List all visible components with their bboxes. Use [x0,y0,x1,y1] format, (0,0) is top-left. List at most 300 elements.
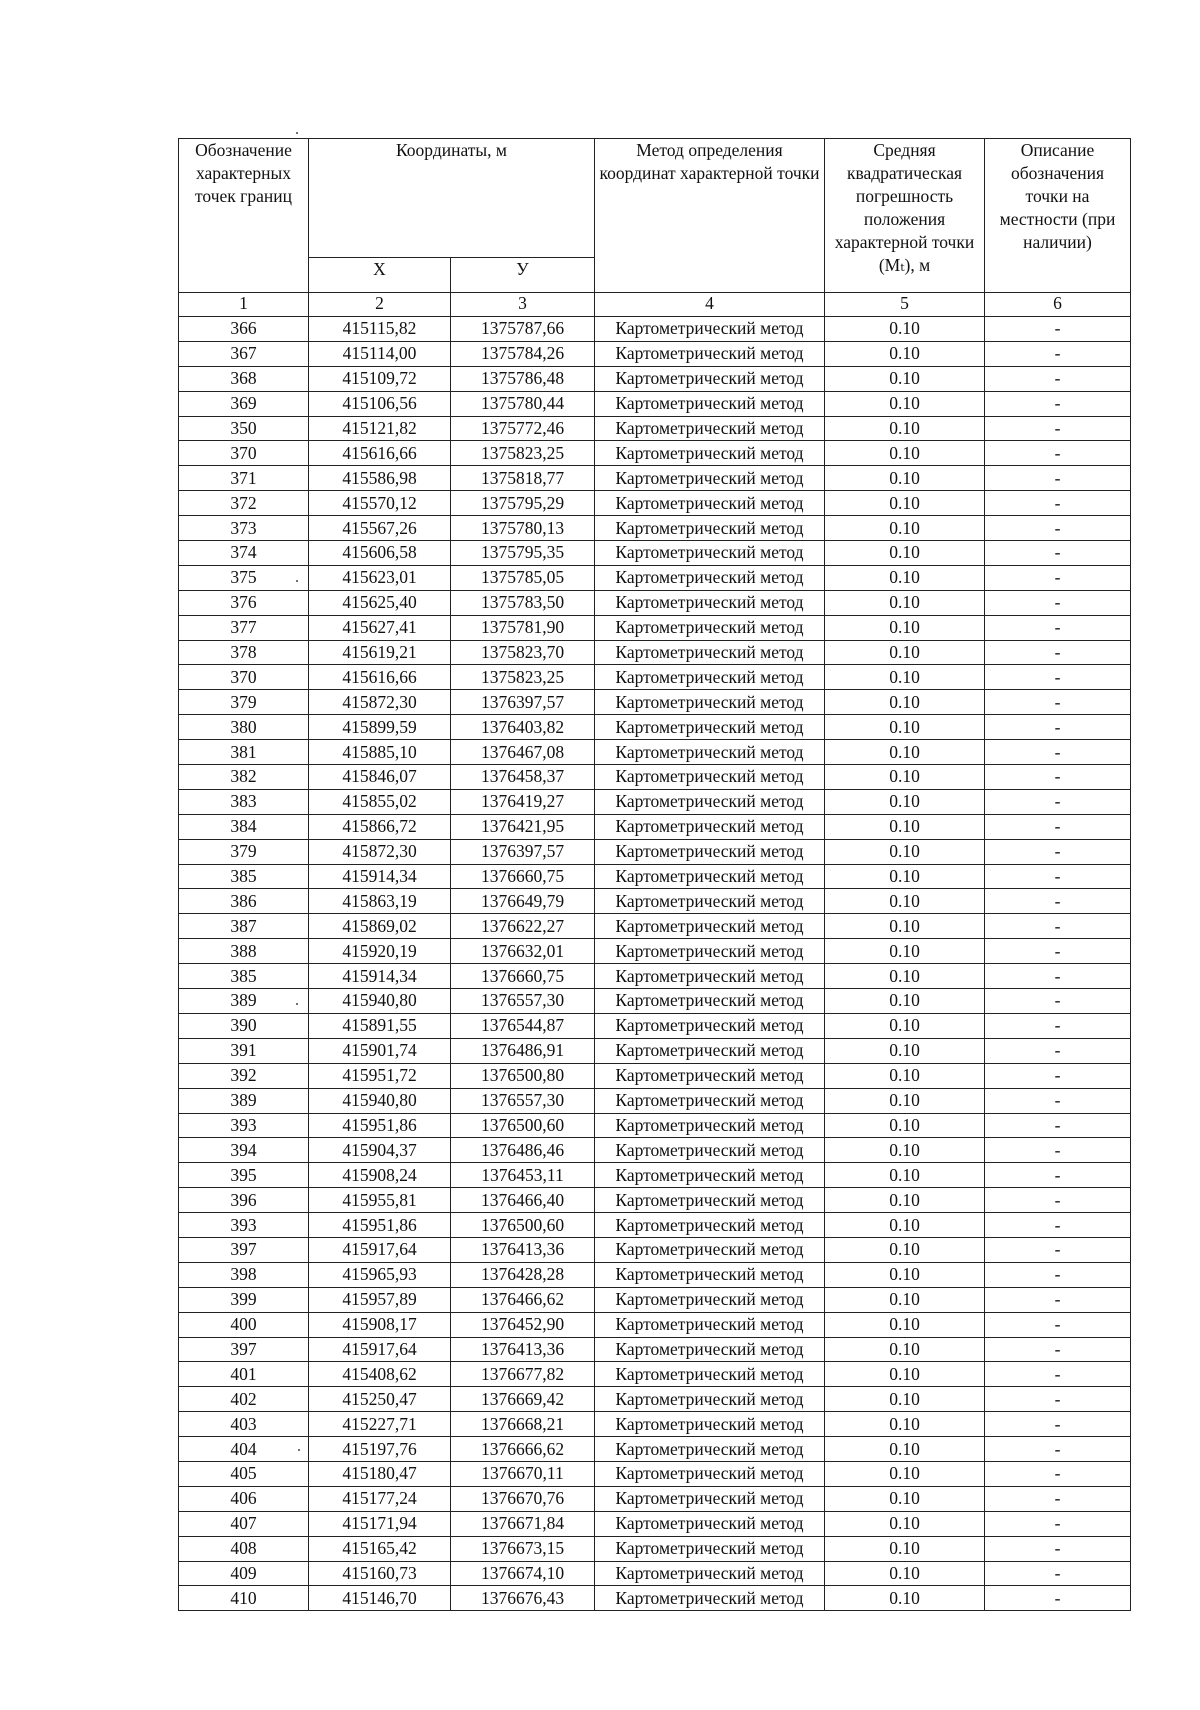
method-cell: Картометрический метод [595,590,825,615]
y-coordinate-cell: 1376557,30 [451,989,595,1014]
point-number-cell: 410 [179,1586,309,1611]
x-coordinate-cell: 415197,76 [309,1437,451,1462]
y-coordinate-cell: 1376500,80 [451,1063,595,1088]
mean-error-cell: 0.10 [825,1486,985,1511]
y-coordinate-cell: 1376649,79 [451,889,595,914]
y-coordinate-cell: 1376466,62 [451,1287,595,1312]
method-cell: Картометрический метод [595,1337,825,1362]
y-coordinate-cell: 1375823,25 [451,441,595,466]
mean-error-cell: 0.10 [825,590,985,615]
table-row [179,690,1131,715]
description-cell: - [985,914,1131,939]
description-cell: - [985,1561,1131,1586]
description-cell: - [985,1237,1131,1262]
method-cell: Картометрический метод [595,1038,825,1063]
y-coordinate-cell: 1376674,10 [451,1561,595,1586]
mean-error-cell: 0.10 [825,715,985,740]
header-point-designation: Обозначение характерных точек границ [179,139,309,293]
method-cell: Картометрический метод [595,989,825,1014]
point-number-cell: 367 [179,341,309,366]
table-row [179,1561,1131,1586]
method-cell: Картометрический метод [595,1138,825,1163]
mean-error-cell: 0.10 [825,1461,985,1486]
description-cell: - [985,317,1131,342]
table-row [179,1312,1131,1337]
x-coordinate-cell: 415165,42 [309,1536,451,1561]
x-coordinate-cell: 415114,00 [309,341,451,366]
x-coordinate-cell: 415955,81 [309,1188,451,1213]
point-number-cell: 398 [179,1262,309,1287]
y-coordinate-cell: 1376673,15 [451,1536,595,1561]
method-cell: Картометрический метод [595,690,825,715]
table-row [179,341,1131,366]
y-coordinate-cell: 1376413,36 [451,1337,595,1362]
method-cell: Картометрический метод [595,839,825,864]
point-number-cell: 392 [179,1063,309,1088]
y-coordinate-cell: 1375795,35 [451,541,595,566]
header-mean-error: Средняя квадратическая погрешность положения характерной точки (Mₜ), м [825,139,985,293]
y-coordinate-cell: 1375823,25 [451,665,595,690]
method-cell: Картометрический метод [595,914,825,939]
mean-error-cell: 0.10 [825,1536,985,1561]
mean-error-cell: 0.10 [825,889,985,914]
method-cell: Картометрический метод [595,1063,825,1088]
point-number-cell: 401 [179,1362,309,1387]
y-coordinate-cell: 1375772,46 [451,416,595,441]
point-number-cell: 400 [179,1312,309,1337]
x-coordinate-cell: 415869,02 [309,914,451,939]
table-row [179,814,1131,839]
scan-speck [296,1003,298,1005]
x-coordinate-cell: 415951,72 [309,1063,451,1088]
description-cell: - [985,864,1131,889]
point-number-cell: 379 [179,839,309,864]
table-row [179,715,1131,740]
description-cell: - [985,889,1131,914]
table-row [179,1262,1131,1287]
description-cell: - [985,765,1131,790]
table-row [179,1013,1131,1038]
point-number-cell: 382 [179,765,309,790]
point-number-cell: 379 [179,690,309,715]
table-row [179,640,1131,665]
description-cell: - [985,541,1131,566]
mean-error-cell: 0.10 [825,1138,985,1163]
mean-error-cell: 0.10 [825,1287,985,1312]
x-coordinate-cell: 415623,01 [309,565,451,590]
y-coordinate-cell: 1375780,13 [451,516,595,541]
mean-error-cell: 0.10 [825,964,985,989]
mean-error-cell: 0.10 [825,1013,985,1038]
table-row [179,1287,1131,1312]
x-coordinate-cell: 415619,21 [309,640,451,665]
x-coordinate-cell: 415586,98 [309,466,451,491]
table-row [179,989,1131,1014]
table-row [179,740,1131,765]
y-coordinate-cell: 1375785,05 [451,565,595,590]
y-coordinate-cell: 1376428,28 [451,1262,595,1287]
y-coordinate-cell: 1375795,29 [451,491,595,516]
x-coordinate-cell: 415855,02 [309,789,451,814]
table-row [179,1138,1131,1163]
mean-error-cell: 0.10 [825,740,985,765]
point-number-cell: 372 [179,491,309,516]
mean-error-cell: 0.10 [825,1312,985,1337]
method-cell: Картометрический метод [595,665,825,690]
method-cell: Картометрический метод [595,1013,825,1038]
x-coordinate-cell: 415866,72 [309,814,451,839]
description-cell: - [985,989,1131,1014]
x-coordinate-cell: 415160,73 [309,1561,451,1586]
y-coordinate-cell: 1376670,11 [451,1461,595,1486]
table-row [179,565,1131,590]
method-cell: Картометрический метод [595,640,825,665]
x-coordinate-cell: 415917,64 [309,1337,451,1362]
mean-error-cell: 0.10 [825,1237,985,1262]
y-coordinate-cell: 1376500,60 [451,1113,595,1138]
mean-error-cell: 0.10 [825,765,985,790]
point-number-cell: 371 [179,466,309,491]
method-cell: Картометрический метод [595,1262,825,1287]
point-number-cell: 383 [179,789,309,814]
point-number-cell: 384 [179,814,309,839]
x-coordinate-cell: 415872,30 [309,839,451,864]
mean-error-cell: 0.10 [825,1511,985,1536]
table-row [179,1362,1131,1387]
description-cell: - [985,665,1131,690]
table-row [179,665,1131,690]
mean-error-cell: 0.10 [825,466,985,491]
point-number-cell: 391 [179,1038,309,1063]
y-coordinate-cell: 1376660,75 [451,964,595,989]
method-cell: Картометрический метод [595,1586,825,1611]
method-cell: Картометрический метод [595,1461,825,1486]
mean-error-cell: 0.10 [825,341,985,366]
x-coordinate-cell: 415606,58 [309,541,451,566]
point-number-cell: 375 [179,565,309,590]
mean-error-cell: 0.10 [825,1063,985,1088]
table-row [179,1163,1131,1188]
x-coordinate-cell: 415920,19 [309,939,451,964]
x-coordinate-cell: 415180,47 [309,1461,451,1486]
header-y: У [451,258,595,293]
table-row [179,1387,1131,1412]
x-coordinate-cell: 415951,86 [309,1213,451,1238]
table-row [179,615,1131,640]
x-coordinate-cell: 415899,59 [309,715,451,740]
description-cell: - [985,615,1131,640]
description-cell: - [985,814,1131,839]
mean-error-cell: 0.10 [825,690,985,715]
x-coordinate-cell: 415227,71 [309,1412,451,1437]
point-number-cell: 366 [179,317,309,342]
point-number-cell: 369 [179,391,309,416]
description-cell: - [985,590,1131,615]
x-coordinate-cell: 415914,34 [309,864,451,889]
method-cell: Картометрический метод [595,939,825,964]
mean-error-cell: 0.10 [825,789,985,814]
y-coordinate-cell: 1376676,43 [451,1586,595,1611]
mean-error-cell: 0.10 [825,665,985,690]
method-cell: Картометрический метод [595,516,825,541]
point-number-cell: 394 [179,1138,309,1163]
description-cell: - [985,789,1131,814]
point-number-cell: 389 [179,989,309,1014]
table-row [179,1038,1131,1063]
point-number-cell: 380 [179,715,309,740]
description-cell: - [985,416,1131,441]
mean-error-cell: 0.10 [825,839,985,864]
table-row [179,1188,1131,1213]
method-cell: Картометрический метод [595,541,825,566]
y-coordinate-cell: 1376486,46 [451,1138,595,1163]
y-coordinate-cell: 1375781,90 [451,615,595,640]
description-cell: - [985,1013,1131,1038]
point-number-cell: 404 [179,1437,309,1462]
table-row [179,939,1131,964]
table-row [179,590,1131,615]
y-coordinate-cell: 1375823,70 [451,640,595,665]
x-coordinate-cell: 415250,47 [309,1387,451,1412]
description-cell: - [985,1586,1131,1611]
x-coordinate-cell: 415965,93 [309,1262,451,1287]
point-number-cell: 396 [179,1188,309,1213]
mean-error-cell: 0.10 [825,1113,985,1138]
point-number-cell: 376 [179,590,309,615]
table-row [179,1237,1131,1262]
method-cell: Картометрический метод [595,466,825,491]
mean-error-cell: 0.10 [825,640,985,665]
y-coordinate-cell: 1376660,75 [451,864,595,889]
x-coordinate-cell: 415570,12 [309,491,451,516]
table-row [179,789,1131,814]
method-cell: Картометрический метод [595,1113,825,1138]
description-cell: - [985,690,1131,715]
description-cell: - [985,1063,1131,1088]
description-cell: - [985,1536,1131,1561]
mean-error-cell: 0.10 [825,391,985,416]
y-coordinate-cell: 1376397,57 [451,690,595,715]
mean-error-cell: 0.10 [825,516,985,541]
method-cell: Картометрический метод [595,789,825,814]
x-coordinate-cell: 415863,19 [309,889,451,914]
table-row [179,317,1131,342]
y-coordinate-cell: 1376453,11 [451,1163,595,1188]
description-cell: - [985,1163,1131,1188]
point-number-cell: 388 [179,939,309,964]
x-coordinate-cell: 415914,34 [309,964,451,989]
description-cell: - [985,1312,1131,1337]
x-coordinate-cell: 415891,55 [309,1013,451,1038]
method-cell: Картометрический метод [595,1163,825,1188]
point-number-cell: 395 [179,1163,309,1188]
y-coordinate-cell: 1376669,42 [451,1387,595,1412]
y-coordinate-cell: 1375783,50 [451,590,595,615]
x-coordinate-cell: 415885,10 [309,740,451,765]
description-cell: - [985,640,1131,665]
y-coordinate-cell: 1376458,37 [451,765,595,790]
y-coordinate-cell: 1375786,48 [451,366,595,391]
method-cell: Картометрический метод [595,1312,825,1337]
y-coordinate-cell: 1376557,30 [451,1088,595,1113]
point-number-cell: 393 [179,1113,309,1138]
point-number-cell: 377 [179,615,309,640]
x-coordinate-cell: 415625,40 [309,590,451,615]
method-cell: Картометрический метод [595,864,825,889]
mean-error-cell: 0.10 [825,1437,985,1462]
x-coordinate-cell: 415106,56 [309,391,451,416]
table-row [179,1063,1131,1088]
method-cell: Картометрический метод [595,1213,825,1238]
column-number: 4 [595,293,825,317]
description-cell: - [985,1412,1131,1437]
description-cell: - [985,1337,1131,1362]
method-cell: Картометрический метод [595,615,825,640]
description-cell: - [985,441,1131,466]
y-coordinate-cell: 1376419,27 [451,789,595,814]
table-row [179,1337,1131,1362]
method-cell: Картометрический метод [595,366,825,391]
table-row [179,1511,1131,1536]
method-cell: Картометрический метод [595,964,825,989]
y-coordinate-cell: 1375787,66 [451,317,595,342]
mean-error-cell: 0.10 [825,366,985,391]
method-cell: Картометрический метод [595,1536,825,1561]
mean-error-cell: 0.10 [825,1213,985,1238]
description-cell: - [985,839,1131,864]
table-row [179,1586,1131,1611]
x-coordinate-cell: 415957,89 [309,1287,451,1312]
y-coordinate-cell: 1375784,26 [451,341,595,366]
point-number-cell: 409 [179,1561,309,1586]
x-coordinate-cell: 415616,66 [309,441,451,466]
point-number-cell: 373 [179,516,309,541]
y-coordinate-cell: 1376671,84 [451,1511,595,1536]
description-cell: - [985,1088,1131,1113]
description-cell: - [985,1038,1131,1063]
header-method: Метод определения координат характерной точки [595,139,825,293]
column-numbers-row [179,293,1131,317]
x-coordinate-cell: 415917,64 [309,1237,451,1262]
description-cell: - [985,1461,1131,1486]
method-cell: Картометрический метод [595,1237,825,1262]
description-cell: - [985,1138,1131,1163]
x-coordinate-cell: 415408,62 [309,1362,451,1387]
x-coordinate-cell: 415872,30 [309,690,451,715]
point-number-cell: 385 [179,864,309,889]
method-cell: Картометрический метод [595,1088,825,1113]
point-number-cell: 403 [179,1412,309,1437]
mean-error-cell: 0.10 [825,615,985,640]
y-coordinate-cell: 1376677,82 [451,1362,595,1387]
method-cell: Картометрический метод [595,1362,825,1387]
mean-error-cell: 0.10 [825,441,985,466]
mean-error-cell: 0.10 [825,814,985,839]
mean-error-cell: 0.10 [825,491,985,516]
mean-error-cell: 0.10 [825,565,985,590]
x-coordinate-cell: 415627,41 [309,615,451,640]
point-number-cell: 378 [179,640,309,665]
y-coordinate-cell: 1375818,77 [451,466,595,491]
x-coordinate-cell: 415567,26 [309,516,451,541]
point-number-cell: 387 [179,914,309,939]
column-number: 2 [309,293,451,317]
description-cell: - [985,1486,1131,1511]
table-row [179,1113,1131,1138]
x-coordinate-cell: 415908,24 [309,1163,451,1188]
description-cell: - [985,565,1131,590]
column-number: 6 [985,293,1131,317]
x-coordinate-cell: 415115,82 [309,317,451,342]
table-row [179,1088,1131,1113]
y-coordinate-cell: 1376500,60 [451,1213,595,1238]
description-cell: - [985,491,1131,516]
point-number-cell: 368 [179,366,309,391]
point-number-cell: 397 [179,1337,309,1362]
x-coordinate-cell: 415177,24 [309,1486,451,1511]
mean-error-cell: 0.10 [825,1038,985,1063]
description-cell: - [985,939,1131,964]
y-coordinate-cell: 1376403,82 [451,715,595,740]
table-row [179,466,1131,491]
description-cell: - [985,391,1131,416]
method-cell: Картометрический метод [595,491,825,516]
table-row [179,366,1131,391]
mean-error-cell: 0.10 [825,1188,985,1213]
y-coordinate-cell: 1376413,36 [451,1237,595,1262]
header-coordinates: Координаты, м [309,139,595,258]
x-coordinate-cell: 415901,74 [309,1038,451,1063]
method-cell: Картометрический метод [595,889,825,914]
mean-error-cell: 0.10 [825,1561,985,1586]
table-row [179,1412,1131,1437]
point-number-cell: 399 [179,1287,309,1312]
table-row [179,914,1131,939]
y-coordinate-cell: 1376486,91 [451,1038,595,1063]
mean-error-cell: 0.10 [825,541,985,566]
mean-error-cell: 0.10 [825,317,985,342]
description-cell: - [985,341,1131,366]
table-row [179,541,1131,566]
point-number-cell: 386 [179,889,309,914]
point-number-cell: 385 [179,964,309,989]
point-number-cell: 393 [179,1213,309,1238]
point-number-cell: 390 [179,1013,309,1038]
column-number: 3 [451,293,595,317]
method-cell: Картометрический метод [595,1412,825,1437]
table-row [179,1486,1131,1511]
point-number-cell: 397 [179,1237,309,1262]
x-coordinate-cell: 415904,37 [309,1138,451,1163]
point-number-cell: 370 [179,441,309,466]
method-cell: Картометрический метод [595,441,825,466]
y-coordinate-cell: 1376670,76 [451,1486,595,1511]
method-cell: Картометрический метод [595,565,825,590]
y-coordinate-cell: 1376452,90 [451,1312,595,1337]
mean-error-cell: 0.10 [825,416,985,441]
x-coordinate-cell: 415940,80 [309,989,451,1014]
description-cell: - [985,715,1131,740]
description-cell: - [985,1437,1131,1462]
x-coordinate-cell: 415121,82 [309,416,451,441]
x-coordinate-cell: 415171,94 [309,1511,451,1536]
x-coordinate-cell: 415908,17 [309,1312,451,1337]
point-number-cell: 381 [179,740,309,765]
y-coordinate-cell: 1375780,44 [451,391,595,416]
point-number-cell: 389 [179,1088,309,1113]
mean-error-cell: 0.10 [825,914,985,939]
method-cell: Картометрический метод [595,1511,825,1536]
